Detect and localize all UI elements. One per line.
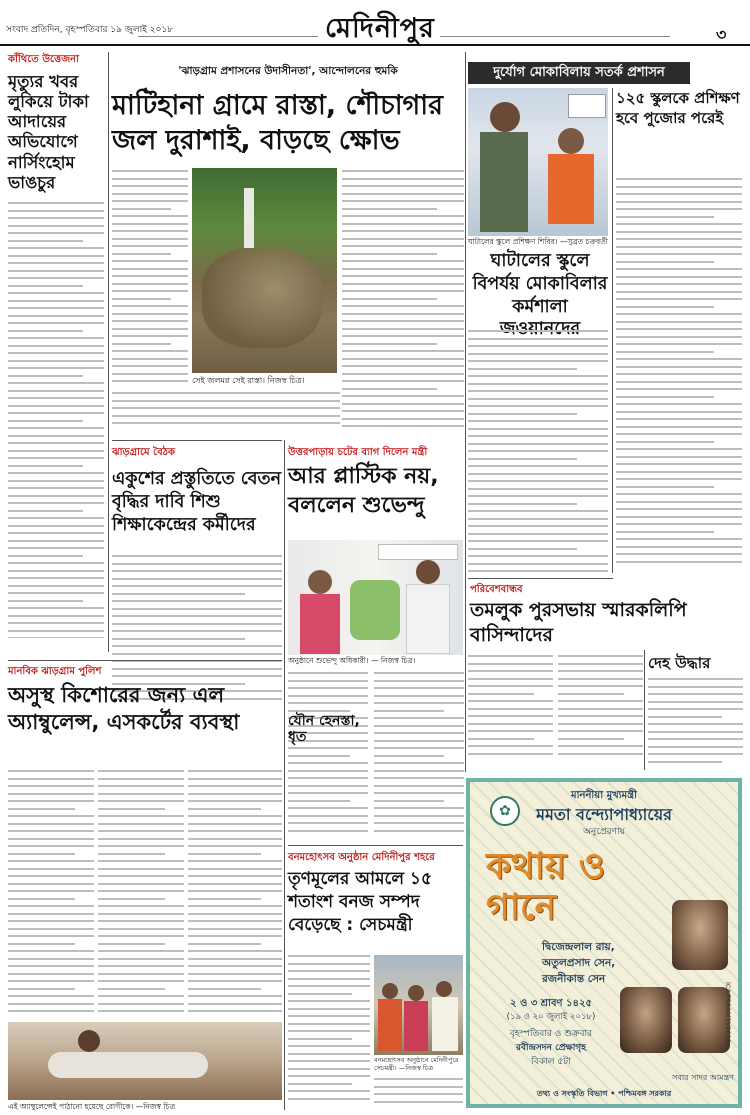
story-body [112,392,340,432]
column-rule [284,440,285,1110]
training-photo [468,88,608,236]
ad-line1: মাননীয়া মুখ্যমন্ত্রী [571,790,637,801]
person-kurta [406,584,450,654]
ad-title: কথায় ও গানে [486,846,606,929]
ad-time: বিকাল ৫টা [531,1057,571,1067]
ambulance-body [188,770,282,1020]
banner-shape [568,94,606,118]
section-title: মেদিনীপুর [325,13,435,44]
person-kurta [432,997,458,1051]
ad-date2: (১৯ ও ২০ জুলাই ২০১৮) [506,1012,596,1022]
plastic-tag: উত্তরপাড়ায় চটের ব্যাগ দিলেন মন্ত্রী [288,447,428,458]
story-body [8,202,104,638]
ad-date: ২ ও ৩ শ্রাবণ ১৪২৫ [509,998,593,1009]
ad-name-1: দ্বিজেন্দ্রলাল রায়, [542,941,615,953]
top-story [112,52,464,437]
photo-caption: বনমহোৎসব অনুষ্ঠানে মেদিনীপুরে সেচমন্ত্রী। —নিজস্ব চিত্র [374,1056,459,1072]
masthead-date: সংবাদ প্রতিদিন, বৃহস্পতিবার ১৯ জুলাই ২০১৮ [6,25,174,35]
masthead-line-right [440,36,670,37]
ambulance-photo [8,1022,282,1100]
story-body [112,170,188,388]
ad-dept: তথ্য ও সংস্কৃতি বিভাগ • পশ্চিমবঙ্গ সরকার [536,1089,672,1098]
portrait-2 [620,987,672,1053]
person-head [308,570,332,594]
plant-bag [350,580,400,640]
plastic-photo [288,540,463,655]
disaster-headline: ঘাটালের স্কুলে বিপর্যয় মোকাবিলার কর্মশালা [472,251,608,317]
story-tag: কাঁথিতে উত্তেজনা [8,54,80,65]
story-headline: মৃত্যুর খবর লুকিয়ে টাকা আদায়ের অভিযোগে নার্সিংহোম ভাঙচুর [8,72,89,192]
stretcher-shape [48,1052,208,1078]
column-rule [644,650,645,770]
disaster-body [468,330,608,575]
masthead-line-left [138,36,318,37]
tamluk-body [468,655,553,765]
forest-tag: বনমহোৎসব অনুষ্ঠান মেদিনীপুর শহরে [288,852,435,863]
ad-name-2: অতুলপ্রসাদ সেন, [542,957,616,969]
section-rule [288,845,463,846]
story-tag: ঝাড়গ্রামে বৈঠক [112,447,175,458]
road-photo [192,168,337,373]
ad-venue2: রবীন্দ্রসদন প্রেক্ষাগৃহ [516,1043,586,1053]
school-story [616,88,742,573]
masthead-rule [0,44,750,46]
forest-photo [374,955,463,1055]
plastic-body [288,672,368,842]
column-rule [465,52,466,772]
masthead [0,0,750,48]
column-rule [612,88,613,573]
forest-headline: তৃণমূলের আমলে ১৫ শতাংশ বনজ সম্পদ বেড়েছে : সেচমন্ত্রী [288,869,432,935]
photo-caption: ঘাটালের স্কুলে প্রশিক্ষণ শিবির। —সুব্রত চক্রবর্তী [468,237,608,246]
tamluk-headline: তমলুক পুরসভায় স্মারকলিপি বাসিন্দাদের [470,599,687,647]
person-saree [404,1001,428,1051]
story-headline: একুশের প্রস্তুতিতে বেতন বৃদ্ধির দাবি শিশু শিক্ষাকেন্দ্রের কর্মীদের [112,469,282,536]
portrait-1 [672,900,728,970]
person-saree [378,999,402,1051]
forest-body [288,955,370,1105]
page-number: ৩ [716,25,727,44]
banner-shape [378,544,458,560]
plastic-headline: আর প্লাস্টিক নয়, বললেন শুভেন্দু [288,464,439,519]
person-head [416,560,440,584]
section-rule [468,578,613,579]
person-head [436,981,452,997]
disaster-bar: দুর্যোগ মোকাবিলায় সতর্ক প্রশাসন [468,62,690,84]
section-rule [112,440,282,441]
forest-body [374,1078,463,1108]
body-story-body [648,678,743,768]
photo-caption: এই অ্যাম্বুলেন্সেই পাঠানো হয়েছে রোগীকে। —নিজস্ব চিত্র [8,1102,176,1111]
ambulance-body [98,770,184,1020]
ad-line2: মমতা বন্দ্যোপাধ্যায়ের [536,805,672,824]
govt-emblem-icon: ✿ [490,796,520,826]
person-uniform [480,132,528,232]
person-head [408,985,424,1001]
portrait-3 [678,987,730,1053]
tamluk-body [558,655,643,765]
person-head [558,128,584,154]
person-shape [244,188,254,248]
photo-caption: সেই জলমগ্ন সেই রাস্তা। নিজস্ব চিত্র। [192,376,305,385]
plastic-body [374,672,464,842]
photo-caption: অনুষ্ঠানে শুভেন্দু অধিকারী। — নিজস্ব চিত্র। [288,656,416,665]
ad-venue: বৃহস্পতিবার ও শুক্রবার [509,1029,593,1039]
body-story-headline: দেহ উদ্ধার [648,654,711,672]
ad-line3: অনুপ্রেরণায় [583,827,625,837]
story-body [616,178,742,568]
person-head [490,102,520,132]
story-body [342,170,464,432]
harassment-headline: যৌন হেনস্তা, ধৃত [288,713,360,745]
section-rule [8,660,282,661]
left-story [8,52,104,642]
column-rule [108,52,109,652]
ad-code: ICA-T5840(3)/2018 [724,982,732,1043]
person-head [78,1030,100,1052]
ad-footer-note: সবার সাদর আমন্ত্রণ [672,1073,734,1082]
ambulance-tag: মানবিক ঝাড়গ্রাম পুলিশ [8,666,102,677]
advert [466,778,742,1108]
person-saree [300,594,340,654]
person-head [382,983,398,999]
ad-name-3: রজনীকান্ত সেন [542,973,606,985]
ambulance-headline: অসুস্থ কিশোরের জন্য এল অ্যাম্বুলেন্স, এসকর্টের ব্যবস্থা [8,683,240,735]
story-headline: মাটিহানা গ্রামে রাস্তা, শৌচাগার জল দুরাশাই, বাড়ছে ক্ষোভ [112,90,443,156]
story-headline: ১২৫ স্কুলকে প্রশিক্ষণ হবে পুজোর পরেই [616,89,740,128]
tamluk-tag: পরিবেশবান্ধব [470,584,523,595]
mud-shape [202,248,322,348]
story-kicker: 'ঝাড়গ্রাম প্রশাসনের উদাসীনতা', আন্দোলনের হুমকি [178,65,398,77]
ambulance-body [8,770,94,1020]
person-shirt [548,154,594,224]
